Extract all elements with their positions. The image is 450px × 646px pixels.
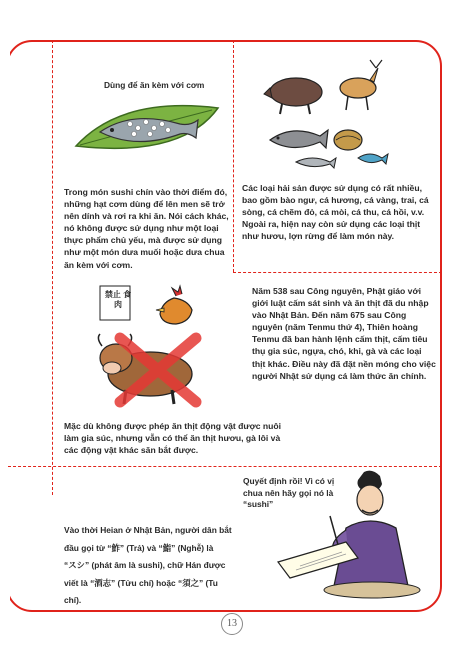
kanji-tuu-chi: 酒志 <box>94 577 112 588</box>
heian-text: ” (phát âm là sushi), chữ Hán được <box>84 560 226 570</box>
banned-meat-illustration <box>72 280 220 408</box>
kanji-nghe: 鮨 <box>162 542 172 553</box>
kanji-tu-chi: 須之 <box>182 577 199 588</box>
border-mask <box>0 30 10 620</box>
heian-line-2 <box>64 540 254 558</box>
heian-text: “ <box>64 560 69 570</box>
heian-text: ” (Tửu chí) hoặc “ <box>111 577 183 588</box>
divider-row-1 <box>233 272 442 273</box>
page-number: 13 <box>221 613 243 635</box>
heian-text: ” (Tu <box>198 577 218 588</box>
fish-on-leaf-illustration <box>72 100 222 160</box>
heian-text: chí). <box>64 595 82 605</box>
heian-text: đầu gọi từ “ <box>64 542 112 553</box>
ban-sign: 禁止 食肉 <box>104 290 132 309</box>
heian-line-3 <box>64 557 254 575</box>
scribe-illustration <box>276 470 426 602</box>
kanji-tra: 鮓 <box>111 542 120 553</box>
scribe-caption: Quyết định rồi! Vì có vị chua nên hãy gọi nó là “sushi” <box>243 476 335 509</box>
katakana-sushi: スシ <box>68 560 85 570</box>
heian-line-4 <box>64 575 254 593</box>
heian-line-1 <box>64 522 254 540</box>
heian-text: viết là “ <box>64 577 95 588</box>
heian-paragraph <box>64 522 254 610</box>
heian-text: ” (Nghễ) là <box>171 542 214 553</box>
animals-and-fish-illustration <box>262 58 388 178</box>
heian-text: ” (Trả) và “ <box>119 542 163 553</box>
heian-text: Vào thời Heian ở Nhật Bản, người dân bắt <box>64 525 232 535</box>
divider-left <box>52 40 53 495</box>
seafood-paragraph: Các loại hải sản được sử dụng có rất nhiều, bao gồm bào ngư, cá hương, cá vàng, trai, cá sòng, cá chẽm đỏ, cá mòi, cá thu, cá hồi, v.v. Ngoài ra, hiện nay còn sử dụng các loại thịt như hươu, lợn rừng để làm món này. <box>242 183 429 242</box>
divider-row-2 <box>8 466 442 467</box>
heian-line-5 <box>64 592 254 610</box>
sushi-paragraph: Trong món sushi chín vào thời điểm đó, những hạt cơm dùng để lên men sẽ trở nên dính và rơi ra khi ăn. Nói cách khác, nó không được sử dụng như một loại thực phẩm chủ yếu, mà được sử dụng như một món dưa muối hoặc dưa chua ăn kèm với cơm. <box>64 187 229 270</box>
divider-middle <box>233 40 234 272</box>
buddhism-paragraph: Năm 538 sau Công nguyên, Phật giáo với giới luật cấm sát sinh và ăn thịt đã du nhập vào Nhật Bản. Đến năm 675 sau Công nguyên (năm Tenmu thứ 4), Thiên hoàng Tenmu đã ban hành lệnh cấm thịt, cấm tiêu thụ gia súc, ngựa, chó, khỉ, gà và các loại thịt khác. Điều này đã đặt nền móng cho việc người Nhật sử dụng cá làm thức ăn chính. <box>252 286 436 381</box>
hunting-paragraph: Mặc dù không được phép ăn thịt động vật được nuôi làm gia súc, nhưng vẫn có thể ăn thịt hươu, gà lôi và các động vật khác săn bắt được. <box>64 421 282 456</box>
fish-caption: Dùng để ăn kèm với cơm <box>104 80 205 90</box>
